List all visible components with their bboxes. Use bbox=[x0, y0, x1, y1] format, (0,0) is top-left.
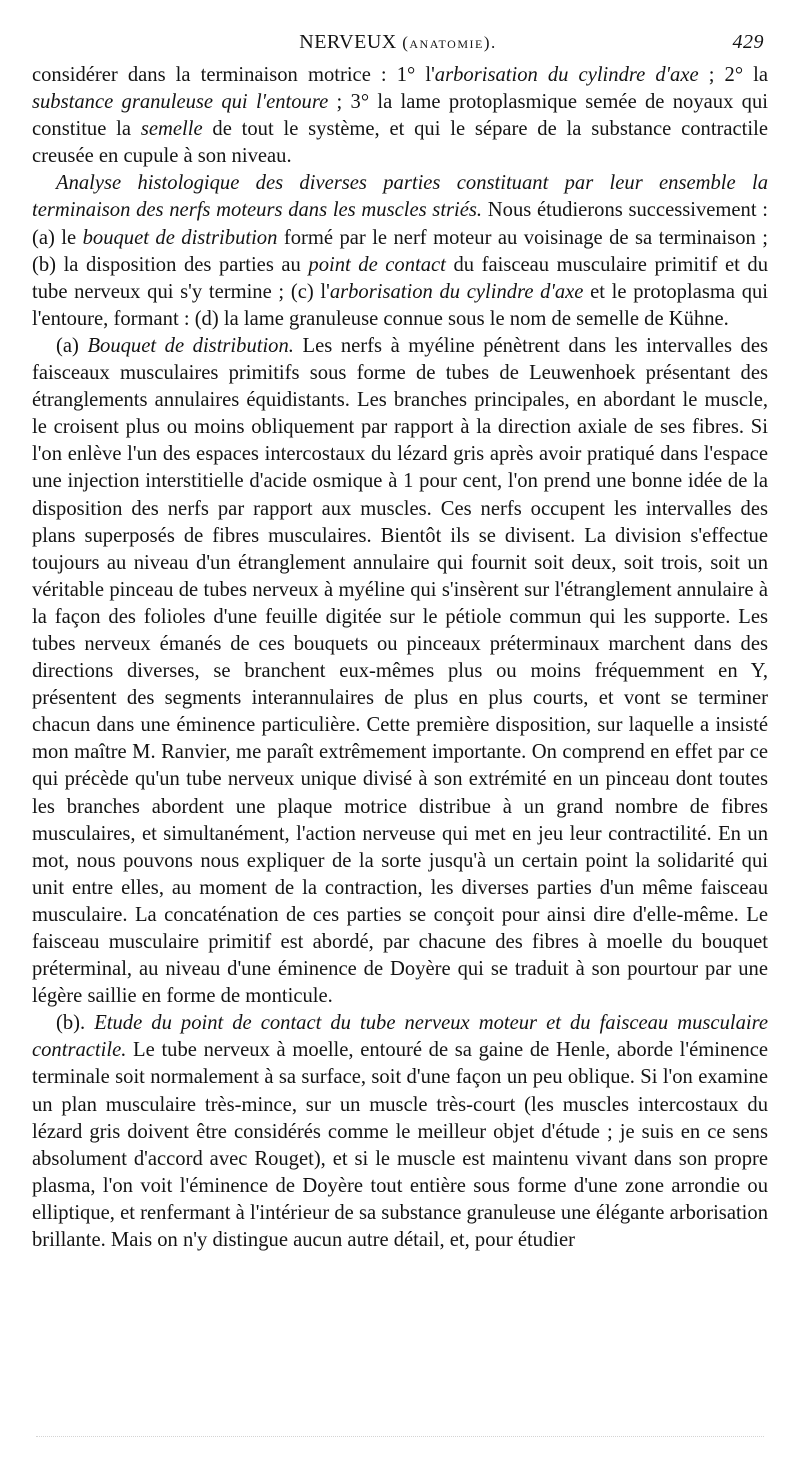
running-title-line bbox=[32, 28, 764, 57]
paragraph-1 bbox=[32, 62, 768, 170]
italic-run: bouquet de distribution bbox=[82, 226, 278, 249]
text-run: (a) bbox=[56, 334, 88, 357]
text-run: Les nerfs à myéline pénètrent dans les intervalles des faisceaux musculaires primitifs sous forme de tubes de Leuwenhoek présentant des étranglements annulaires équidistants. Les branches principales, en abordant le muscle, le croisent plus ou moins obliquement par rapport à la direction axiale de ses fibres. Si l'on enlève l'un des espaces intercostaux du lézard gris après avoir pratiqué dans l'espace une injection interstitielle d'acide osmique à 1 pour cent, l'on prend une bonne idée de la disposition des nerfs par rapport aux muscles. Ces nerfs occupent les intervalles des plans superposés de fibres musculaires. Bientôt ils se divisent. La division s'effectue toujours au niveau d'un étranglement annulaire qui fournit soit deux, soit trois, soit un véritable pinceau de tubes nerveux à myéline qui s'insèrent sur l'étranglement annulaire à la façon des folioles d'une feuille digitée sur le pétiole commun qui les supporte. Les tubes nerveux émanés de ces bouquets ou pinceaux préterminaux marchent dans des directions diverses, se branchent eux-mêmes plus ou moins fréquemment en Y, présentent des segments interannulaires de plus en plus courts, et vont se terminer chacun dans une éminence particulière. Cette première disposition, sur laquelle a insisté mon maître M. Ranvier, me paraît extrêmement importante. On comprend en effet par ce qui précède qu'un tube nerveux unique divisé à son extrémité en un pinceau dont toutes les branches abordent une plaque motrice distribue à un grand nombre de fibres musculaires, et simultanément, l'action nerveuse qui met en jeu leur contractilité. En un mot, nous pouvons nous expliquer de la sorte jusqu'à un certain point la solidarité qui unit entre elles, au moment de la contraction, les diverses parties d'un même faisceau musculaire. La concaténation de ces parties se conçoit pour ainsi dire d'elle-même. Le faisceau musculaire primitif est abordé, par chacune des fibres à moelle du bouquet préterminal, au niveau d'une éminence de Doyère qui se traduit à son pourtour par une légère saillie en forme de monticule. bbox=[32, 334, 768, 1008]
text-run: du faisceau musculaire primitif et du tube nerveux qui s'y termine ; (c) l' bbox=[32, 253, 768, 303]
text-run: (b). bbox=[56, 1012, 95, 1035]
italic-run: arborisation du cylindre d'axe bbox=[434, 64, 699, 86]
italic-run: Bouquet de distribution. bbox=[87, 334, 294, 357]
text-run: et le protoplasma qui l'entoure, formant : (d) la lame granuleuse connue sous le nom de semelle de Kühne. bbox=[32, 280, 769, 330]
running-title: NERVEUX bbox=[299, 31, 397, 53]
italic-run: Etude du point de contact du tube nerveux moteur et du faisceau musculaire contractile. bbox=[32, 1012, 768, 1062]
paragraph-4 bbox=[32, 1010, 768, 1254]
paragraph-3 bbox=[32, 333, 768, 1010]
text-run: considérer dans la terminaison motrice : 1° l' bbox=[32, 64, 435, 86]
italic-run: point de contact bbox=[308, 253, 446, 276]
bottom-margin-specks bbox=[36, 1436, 764, 1439]
page-body bbox=[32, 62, 768, 1254]
italic-run: semelle bbox=[140, 118, 203, 141]
text-run: de tout le système, et qui le sépare de la substance contractile creusée en cupule à son niveau. bbox=[32, 118, 768, 168]
paragraph-2 bbox=[32, 170, 768, 333]
text-run: ; 2° la bbox=[698, 64, 768, 86]
text-run: ; 3° la lame protoplasmique semée de noyaux qui constitue la bbox=[32, 91, 768, 141]
text-run: formé par le nerf moteur au voisinage de sa terminaison ; (b) la disposition des parties au bbox=[32, 226, 769, 276]
text-run: Nous étudierons successivement : (a) le bbox=[32, 199, 768, 249]
running-subtitle: (anatomie). bbox=[402, 33, 497, 52]
italic-run: Analyse histologique des diverses parties constituant par leur ensemble la terminaison des nerfs moteurs dans les muscles striés. bbox=[32, 172, 768, 222]
running-header bbox=[32, 28, 764, 56]
page-number: 429 bbox=[732, 31, 764, 53]
italic-run: arborisation du cylindre d'axe bbox=[329, 280, 584, 303]
italic-run: substance granuleuse qui l'entoure bbox=[32, 91, 329, 114]
text-run: Le tube nerveux à moelle, entouré de sa gaine de Henle, aborde l'éminence terminale soit normalement à sa surface, soit d'une façon un peu oblique. Si l'on examine un plan musculaire très-mince, sur un muscle très-court (les muscles intercostaux du lézard gris doivent être considérés comme le meilleur objet d'étude ; je suis en ce sens absolument d'accord avec Rouget), et si le muscle est maintenu vivant dans son propre plasma, l'on voit l'éminence de Doyère tout entière sous forme d'une zone arrondie ou elliptique, et renfermant à l'intérieur de sa substance granuleuse une élégante arborisation brillante. Mais on n'y distingue aucun autre détail, et, pour étudier bbox=[32, 1039, 768, 1252]
